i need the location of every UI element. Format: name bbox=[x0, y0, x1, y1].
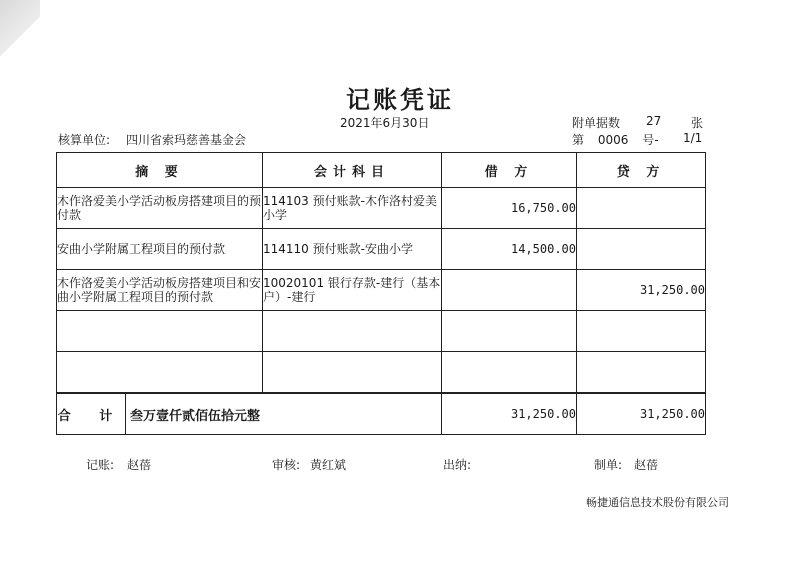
row-summary: 安曲小学附属工程项目的预付款 bbox=[57, 229, 263, 270]
accounting-unit-name: 四川省索玛慈善基金会 bbox=[126, 133, 247, 147]
bookkeeper-label: 记账: bbox=[86, 458, 115, 472]
page-corner-fold bbox=[0, 0, 40, 62]
row-debit bbox=[442, 270, 577, 311]
voucher-date: 2021年6月30日 bbox=[340, 116, 430, 130]
row-account bbox=[263, 352, 442, 394]
table-row bbox=[57, 270, 706, 311]
row-account: 10020101 银行存款-建行（基本户）-建行 bbox=[263, 270, 442, 311]
bookkeeper-name: 赵蓓 bbox=[127, 458, 152, 472]
accounting-unit-label: 核算单位: bbox=[58, 133, 111, 147]
row-credit bbox=[577, 352, 706, 394]
row-debit: 16,750.00 bbox=[442, 188, 577, 229]
attachment-count: 27 bbox=[646, 114, 662, 128]
row-credit bbox=[577, 229, 706, 270]
table-header-row bbox=[57, 153, 706, 188]
total-credit: 31,250.00 bbox=[577, 393, 706, 435]
row-summary: 木作洛爱美小学活动板房搭建项目和安曲小学附属工程项目的预付款 bbox=[57, 270, 263, 311]
row-credit bbox=[577, 311, 706, 352]
auditor-name: 黄红斌 bbox=[310, 458, 347, 472]
header-summary: 摘 要 bbox=[57, 153, 263, 188]
row-summary bbox=[57, 311, 263, 352]
voucher-number-prefix: 第 bbox=[572, 133, 585, 147]
table-row bbox=[57, 352, 706, 394]
row-summary: 木作洛爱美小学活动板房搭建项目的预付款 bbox=[57, 188, 263, 229]
header-account: 会计科目 bbox=[263, 153, 442, 188]
row-account bbox=[263, 311, 442, 352]
total-debit: 31,250.00 bbox=[442, 393, 577, 435]
total-cell-group bbox=[57, 393, 442, 435]
voucher-number-value: 0006 bbox=[597, 133, 629, 147]
row-debit: 14,500.00 bbox=[442, 229, 577, 270]
page-number: 1/1 bbox=[683, 131, 703, 145]
total-label: 合 计 bbox=[57, 394, 126, 434]
row-credit bbox=[577, 188, 706, 229]
header-credit: 贷 方 bbox=[577, 153, 706, 188]
row-debit bbox=[442, 311, 577, 352]
preparer-name: 赵蓓 bbox=[634, 458, 659, 472]
cashier-label: 出纳: bbox=[443, 458, 472, 472]
row-debit bbox=[442, 352, 577, 394]
total-row bbox=[57, 393, 706, 435]
voucher-title: 记账凭证 bbox=[346, 85, 454, 114]
header-debit: 借 方 bbox=[442, 153, 577, 188]
table-row bbox=[57, 229, 706, 270]
voucher-number bbox=[572, 131, 669, 148]
attachment-unit: 张 bbox=[691, 116, 704, 130]
row-credit: 31,250.00 bbox=[577, 270, 706, 311]
table-row bbox=[57, 188, 706, 229]
row-summary bbox=[57, 352, 263, 394]
row-account: 114103 预付账款-木作洛村爱美小学 bbox=[263, 188, 442, 229]
row-account: 114110 预付账款-安曲小学 bbox=[263, 229, 442, 270]
total-amount-in-words: 叁万壹仟贰佰伍拾元整 bbox=[130, 408, 261, 424]
table-row bbox=[57, 311, 706, 352]
preparer-label: 制单: bbox=[594, 458, 623, 472]
voucher-table bbox=[56, 152, 706, 435]
attachment-label: 附单据数 bbox=[572, 116, 621, 130]
auditor-label: 审核: bbox=[272, 458, 301, 472]
software-company-name: 畅捷通信息技术股份有限公司 bbox=[586, 496, 729, 509]
voucher-number-suffix: 号- bbox=[642, 133, 659, 147]
